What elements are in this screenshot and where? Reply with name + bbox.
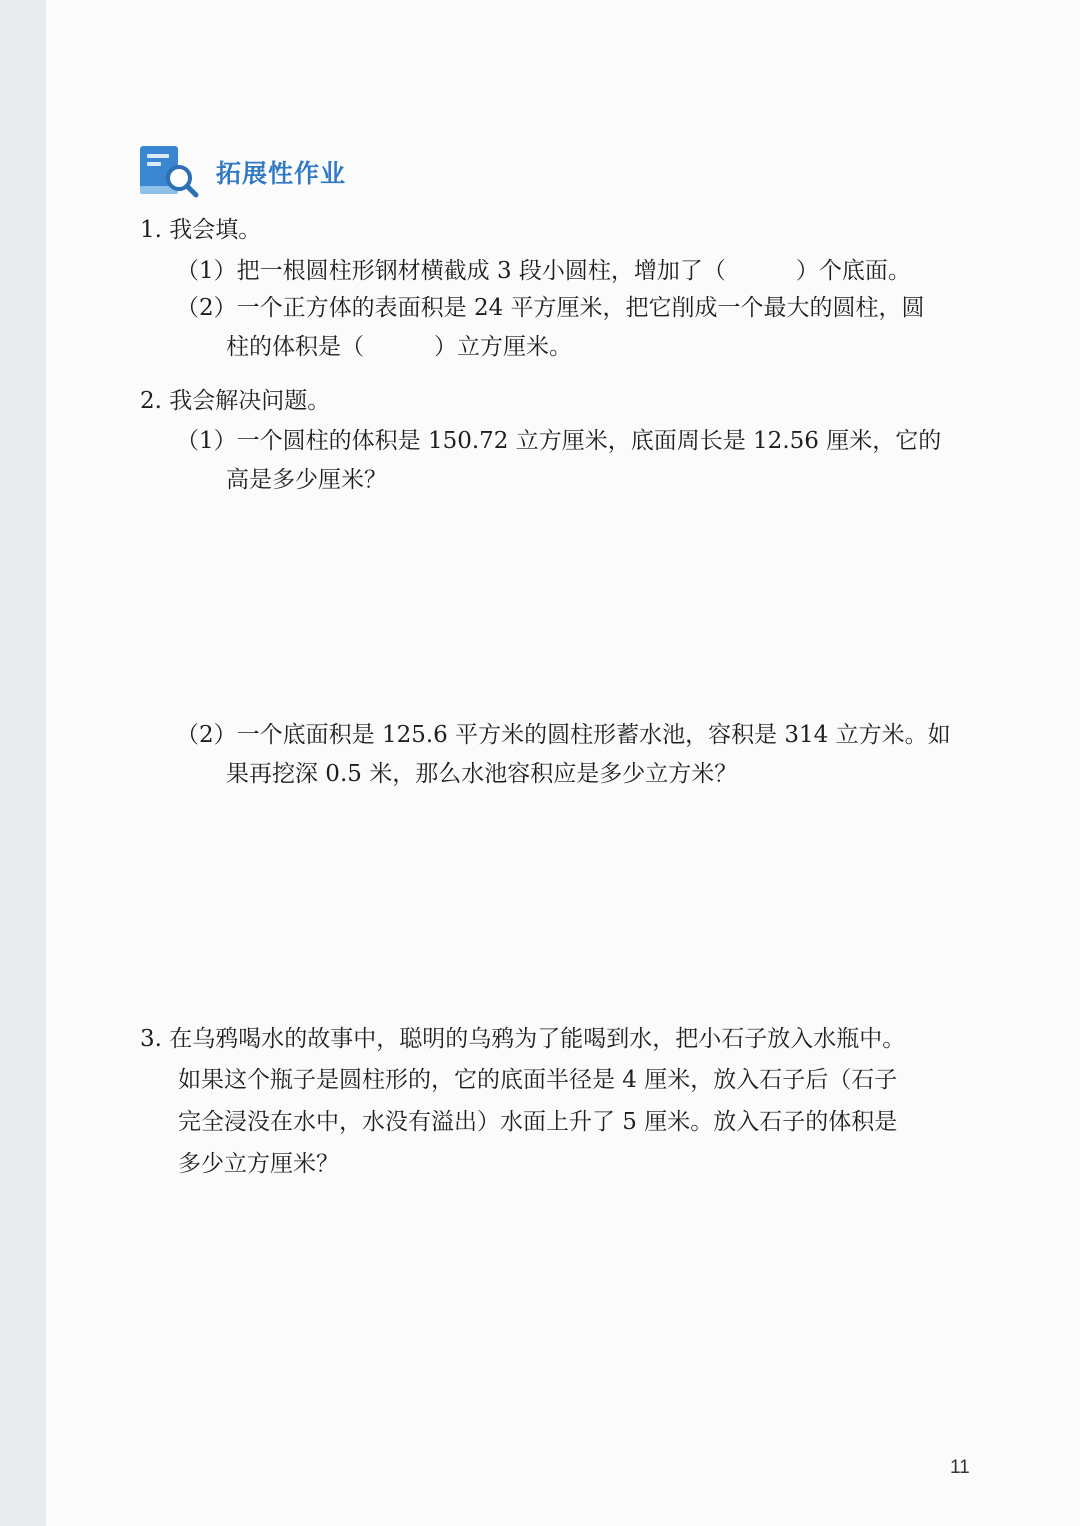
section-title: 拓展性作业 — [216, 159, 347, 188]
q1-item-2-label: （2） — [176, 295, 237, 321]
q2-title: 我会解决问题。 — [169, 388, 331, 414]
section-header — [138, 140, 346, 202]
q1-item-1-text-after: ）个底面。 — [795, 258, 911, 284]
q1-item-1-text: 把一根圆柱形钢材横截成 3 段小圆柱，增加了（ — [236, 258, 726, 284]
q1-title: 我会填。 — [169, 217, 262, 243]
q3-line3: 完全浸没在水中，水没有溢出）水面上升了 5 厘米。放入石子的体积是 — [178, 1109, 898, 1135]
q1-heading — [140, 215, 261, 245]
q3-line4: 多少立方厘米？ — [178, 1151, 339, 1177]
q1-number: 1. — [140, 217, 162, 243]
q1-item-1-label: （1） — [176, 258, 237, 284]
q2-item-1-label: （1） — [176, 428, 237, 454]
q2-item-2-line2: 果再挖深 0.5 米，那么水池容积应是多少立方米？ — [226, 761, 738, 787]
q2-heading — [140, 386, 330, 416]
q1-item-2-text-cont: 柱的体积是（ — [226, 334, 364, 360]
q1-item-2-line1 — [176, 293, 925, 323]
q3-line1 — [140, 1024, 905, 1054]
q2-number: 2. — [140, 388, 162, 414]
q2-item-2-line1 — [176, 720, 951, 750]
q1-item-2-line2 — [226, 332, 572, 362]
q1-item-1 — [176, 256, 911, 286]
q1-item-2-text: 一个正方体的表面积是 24 平方厘米，把它削成一个最大的圆柱，圆 — [236, 295, 925, 321]
q2-item-2-text: 一个底面积是 125.6 平方米的圆柱形蓄水池，容积是 314 立方米。如 — [236, 722, 951, 748]
q2-item-1-line2: 高是多少厘米？ — [226, 467, 387, 493]
q3-text-line1: 在乌鸦喝水的故事中，聪明的乌鸦为了能喝到水，把小石子放入水瓶中。 — [169, 1026, 906, 1052]
book-magnifier-icon — [138, 140, 200, 202]
q1-item-2-text-after: ）立方厘米。 — [434, 334, 572, 360]
q2-item-1-line1 — [176, 426, 941, 456]
q2-item-2-label: （2） — [176, 722, 237, 748]
q2-item-1-text: 一个圆柱的体积是 150.72 立方厘米，底面周长是 12.56 厘米，它的 — [236, 428, 942, 454]
q3-number: 3. — [140, 1026, 162, 1052]
q3-line2: 如果这个瓶子是圆柱形的，它的底面半径是 4 厘米，放入石子后（石子 — [178, 1067, 898, 1093]
page-number: 11 — [950, 1457, 970, 1478]
